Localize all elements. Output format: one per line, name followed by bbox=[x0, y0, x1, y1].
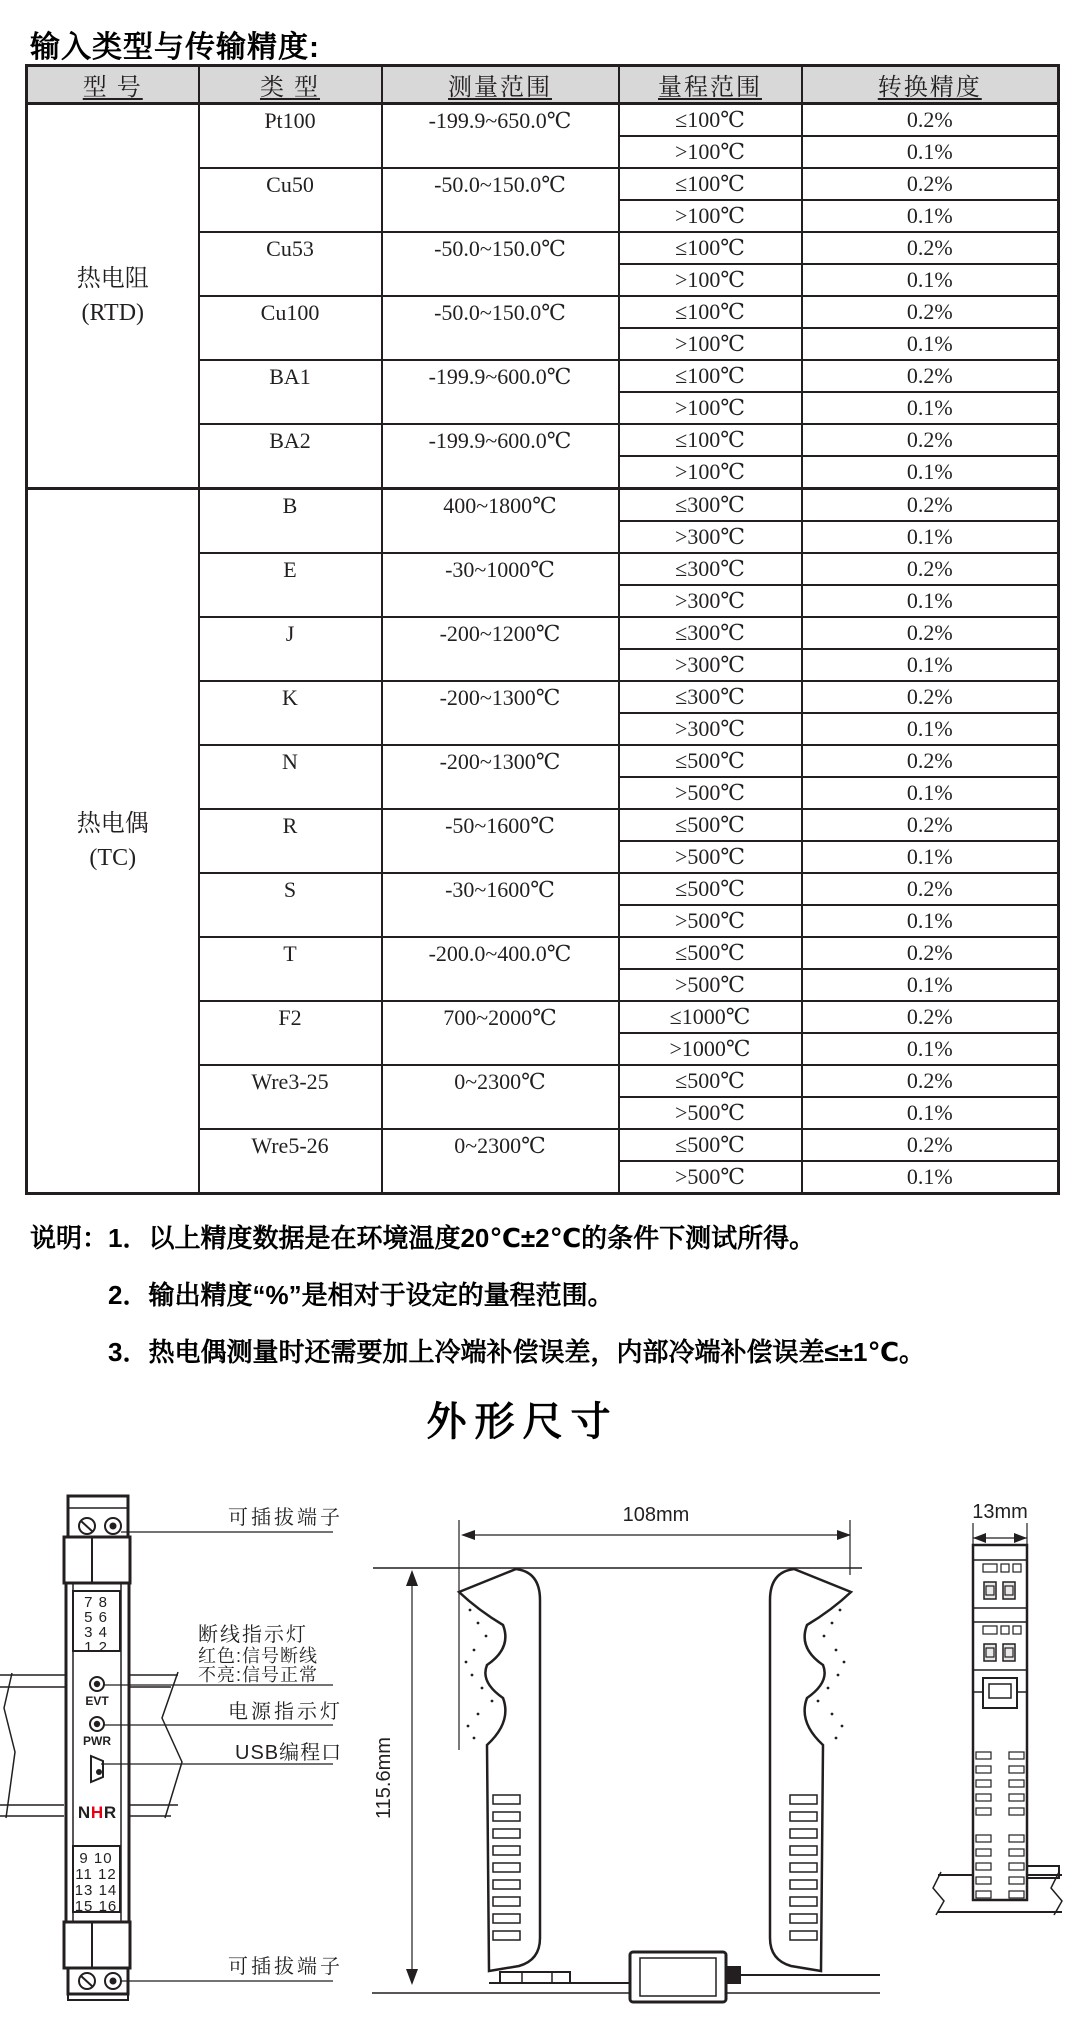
cell-measure-range: -30~1000℃ bbox=[382, 553, 619, 617]
cell-accuracy: 0.2% bbox=[802, 489, 1059, 522]
cell-measure-range: -199.9~600.0℃ bbox=[382, 360, 619, 424]
cell-measure-range: -50.0~150.0℃ bbox=[382, 168, 619, 232]
cell-span-range: ≤1000℃ bbox=[619, 1001, 802, 1033]
brand-logo-r: R bbox=[103, 1803, 117, 1822]
cell-accuracy: 0.1% bbox=[802, 200, 1059, 232]
arrowhead-icon bbox=[461, 1530, 475, 1540]
cell-accuracy: 0.1% bbox=[802, 328, 1059, 360]
cell-span-range: >500℃ bbox=[619, 905, 802, 937]
texture-dots bbox=[465, 1609, 494, 1740]
outline-dimension-drawing bbox=[0, 1460, 1080, 2032]
cell-span-range: >300℃ bbox=[619, 521, 802, 553]
cell-accuracy: 0.1% bbox=[802, 392, 1059, 424]
cell-span-range: ≤500℃ bbox=[619, 745, 802, 777]
accuracy-table bbox=[25, 64, 1060, 1195]
table-row bbox=[27, 104, 1059, 137]
cell-accuracy: 0.1% bbox=[802, 1033, 1059, 1065]
cell-accuracy: 0.2% bbox=[802, 937, 1059, 969]
cell-span-range: >100℃ bbox=[619, 264, 802, 296]
left-side-view bbox=[0, 1496, 343, 2000]
cell-accuracy: 0.1% bbox=[802, 585, 1059, 617]
break-indicator-callout: 断线指示灯 bbox=[198, 1624, 308, 1646]
cell-sensor-type: N bbox=[199, 745, 382, 809]
middle-profile-view bbox=[372, 1504, 880, 2002]
cell-span-range: ≤100℃ bbox=[619, 232, 802, 264]
pwr-label: PWR bbox=[83, 1734, 111, 1748]
cell-span-range: >100℃ bbox=[619, 200, 802, 232]
cell-span-range: >1000℃ bbox=[619, 1033, 802, 1065]
cell-sensor-type: Cu53 bbox=[199, 232, 382, 296]
right-front-view bbox=[933, 1501, 1062, 1915]
cell-sensor-type: Cu100 bbox=[199, 296, 382, 360]
column-header-label: 型 号 bbox=[82, 75, 143, 101]
height-dimension-label: 115.6mm bbox=[373, 1737, 395, 1819]
cell-accuracy: 0.1% bbox=[802, 521, 1059, 553]
arrowhead-icon bbox=[837, 1530, 851, 1540]
cell-span-range: >100℃ bbox=[619, 456, 802, 489]
usb-plug-tip bbox=[726, 1966, 741, 1984]
cell-model bbox=[27, 489, 199, 1194]
cell-span-range: ≤300℃ bbox=[619, 681, 802, 713]
vent-slots-left bbox=[493, 1795, 520, 1940]
terminal-numbers: 9 10 bbox=[79, 1850, 113, 1867]
cell-span-range: ≤100℃ bbox=[619, 360, 802, 392]
cell-sensor-type: S bbox=[199, 873, 382, 937]
column-header-label: 量程范围 bbox=[658, 75, 762, 101]
cell-span-range: ≤100℃ bbox=[619, 104, 802, 137]
cell-span-range: >100℃ bbox=[619, 328, 802, 360]
cell-sensor-type: Wre3-25 bbox=[199, 1065, 382, 1129]
cell-span-range: >300℃ bbox=[619, 585, 802, 617]
terminal-numbers: 1 2 bbox=[84, 1639, 108, 1656]
usb-plug bbox=[630, 1952, 880, 2002]
screw-center-icon bbox=[110, 1978, 117, 1985]
break-indicator-off-note: 不亮:信号正常 bbox=[198, 1665, 319, 1685]
cell-accuracy: 0.2% bbox=[802, 296, 1059, 328]
column-header bbox=[802, 66, 1059, 104]
cell-accuracy: 0.2% bbox=[802, 360, 1059, 392]
cell-sensor-type: Cu50 bbox=[199, 168, 382, 232]
cell-sensor-type: F2 bbox=[199, 1001, 382, 1065]
arrowhead-icon bbox=[406, 1570, 418, 1586]
cell-accuracy: 0.2% bbox=[802, 745, 1059, 777]
cell-span-range: ≤300℃ bbox=[619, 553, 802, 585]
din-rail-left-break bbox=[4, 1673, 15, 1818]
din-rail-right bbox=[130, 1675, 178, 1816]
cell-span-range: ≤500℃ bbox=[619, 1129, 802, 1161]
column-header-label: 测量范围 bbox=[448, 75, 552, 101]
cell-accuracy: 0.2% bbox=[802, 104, 1059, 137]
notes bbox=[30, 1218, 1060, 1389]
depth-dimension-label: 13mm bbox=[972, 1501, 1028, 1523]
column-header bbox=[382, 66, 619, 104]
cell-span-range: >500℃ bbox=[619, 841, 802, 873]
cell-accuracy: 0.1% bbox=[802, 713, 1059, 745]
cell-span-range: >100℃ bbox=[619, 392, 802, 424]
module-neck-bottom bbox=[64, 1922, 130, 1968]
cell-accuracy: 0.1% bbox=[802, 905, 1059, 937]
terminal-numbers: 11 12 bbox=[75, 1866, 117, 1883]
cell-accuracy: 0.2% bbox=[802, 232, 1059, 264]
cell-sensor-type: E bbox=[199, 553, 382, 617]
cell-span-range: ≤300℃ bbox=[619, 489, 802, 522]
housing-right-half bbox=[770, 1569, 851, 1971]
column-header bbox=[199, 66, 382, 104]
cell-sensor-type: BA2 bbox=[199, 424, 382, 489]
cell-accuracy: 0.2% bbox=[802, 873, 1059, 905]
cell-accuracy: 0.2% bbox=[802, 553, 1059, 585]
cell-span-range: >500℃ bbox=[619, 777, 802, 809]
top-terminal-callout: 可插拔端子 bbox=[228, 1507, 343, 1529]
cell-measure-range: -50.0~150.0℃ bbox=[382, 232, 619, 296]
terminal-numbers: 13 14 bbox=[74, 1882, 118, 1899]
screw-center-icon bbox=[110, 1523, 117, 1530]
bottom-terminal-callout: 可插拔端子 bbox=[228, 1956, 343, 1978]
page-title: 输入类型与传输精度: bbox=[30, 31, 320, 64]
module-neck-top bbox=[64, 1537, 130, 1583]
column-header bbox=[27, 66, 199, 104]
arrowhead-icon bbox=[406, 1969, 418, 1985]
terminal-numbers: 7 8 bbox=[84, 1594, 108, 1611]
cell-sensor-type: T bbox=[199, 937, 382, 1001]
cell-accuracy: 0.2% bbox=[802, 424, 1059, 456]
cell-span-range: ≤100℃ bbox=[619, 424, 802, 456]
cell-span-range: >500℃ bbox=[619, 1161, 802, 1194]
notes-label: 说明： bbox=[30, 1223, 109, 1253]
evt-label: EVT bbox=[85, 1694, 109, 1708]
cell-sensor-type: BA1 bbox=[199, 360, 382, 424]
cell-accuracy: 0.1% bbox=[802, 1161, 1059, 1194]
header-row bbox=[27, 66, 1059, 104]
texture-dots bbox=[817, 1609, 846, 1740]
cell-accuracy: 0.1% bbox=[802, 777, 1059, 809]
table-row bbox=[27, 489, 1059, 522]
cell-span-range: >100℃ bbox=[619, 136, 802, 168]
cell-accuracy: 0.1% bbox=[802, 456, 1059, 489]
cell-measure-range: -200~1200℃ bbox=[382, 617, 619, 681]
model-line: 热电偶 bbox=[76, 811, 149, 837]
width-dimension-label: 108mm bbox=[622, 1504, 690, 1526]
cell-span-range: ≤500℃ bbox=[619, 1065, 802, 1097]
cell-span-range: ≤100℃ bbox=[619, 168, 802, 200]
cell-model bbox=[27, 104, 199, 489]
cell-measure-range: 700~2000℃ bbox=[382, 1001, 619, 1065]
arrowhead-icon bbox=[1014, 1533, 1027, 1543]
bottom-lip bbox=[68, 1994, 128, 2000]
cell-accuracy: 0.2% bbox=[802, 617, 1059, 649]
cell-accuracy: 0.1% bbox=[802, 969, 1059, 1001]
cell-accuracy: 0.2% bbox=[802, 1065, 1059, 1097]
cell-span-range: ≤100℃ bbox=[619, 296, 802, 328]
cell-sensor-type: Wre5-26 bbox=[199, 1129, 382, 1194]
arrowhead-icon bbox=[973, 1533, 986, 1543]
cell-accuracy: 0.2% bbox=[802, 168, 1059, 200]
cell-accuracy: 0.1% bbox=[802, 649, 1059, 681]
cell-span-range: >500℃ bbox=[619, 1097, 802, 1129]
cell-accuracy: 0.2% bbox=[802, 1129, 1059, 1161]
cell-accuracy: 0.1% bbox=[802, 841, 1059, 873]
cell-accuracy: 0.1% bbox=[802, 1097, 1059, 1129]
cell-span-range: >300℃ bbox=[619, 713, 802, 745]
note-item: 1．以上精度数据是在环境温度20℃±2℃的条件下测试所得。 bbox=[108, 1223, 816, 1253]
column-header bbox=[619, 66, 802, 104]
cell-span-range: >300℃ bbox=[619, 649, 802, 681]
module-bottom-cap bbox=[68, 1968, 128, 1994]
cell-measure-range: -30~1600℃ bbox=[382, 873, 619, 937]
cell-measure-range: 0~2300℃ bbox=[382, 1129, 619, 1194]
pwr-led-center bbox=[94, 1721, 100, 1727]
cell-measure-range: -200.0~400.0℃ bbox=[382, 937, 619, 1001]
cell-accuracy: 0.2% bbox=[802, 681, 1059, 713]
column-header-label: 转换精度 bbox=[877, 75, 982, 101]
brand-logo-h: H bbox=[90, 1803, 104, 1822]
cell-measure-range: -200~1300℃ bbox=[382, 745, 619, 809]
cell-sensor-type: J bbox=[199, 617, 382, 681]
cell-accuracy: 0.2% bbox=[802, 1001, 1059, 1033]
column-header-label: 类 型 bbox=[260, 75, 320, 101]
cell-sensor-type: K bbox=[199, 681, 382, 745]
accuracy-table-head bbox=[27, 66, 1059, 104]
cell-span-range: ≤500℃ bbox=[619, 873, 802, 905]
cell-span-range: >500℃ bbox=[619, 969, 802, 1001]
brand-logo-n: N bbox=[77, 1803, 91, 1822]
cell-accuracy: 0.2% bbox=[802, 809, 1059, 841]
cell-measure-range: -199.9~650.0℃ bbox=[382, 104, 619, 169]
cell-accuracy: 0.1% bbox=[802, 136, 1059, 168]
cell-span-range: ≤500℃ bbox=[619, 937, 802, 969]
cell-measure-range: -50.0~150.0℃ bbox=[382, 296, 619, 360]
cell-sensor-type: R bbox=[199, 809, 382, 873]
cell-measure-range: 0~2300℃ bbox=[382, 1065, 619, 1129]
terminal-numbers: 3 4 bbox=[84, 1624, 108, 1641]
cell-sensor-type: Pt100 bbox=[199, 104, 382, 169]
usb-port-callout: USB编程口 bbox=[235, 1742, 343, 1764]
vent-slots-right bbox=[790, 1795, 817, 1940]
rail-tab bbox=[1027, 1866, 1059, 1878]
terminal-numbers: 15 16 bbox=[74, 1898, 118, 1915]
usb-plug-body bbox=[630, 1952, 726, 2002]
cell-measure-range: -50~1600℃ bbox=[382, 809, 619, 873]
terminal-numbers: 5 6 bbox=[84, 1609, 108, 1626]
accuracy-table-body bbox=[27, 104, 1059, 1194]
note-item: 3．热电偶测量时还需要加上冷端补偿误差，内部冷端补偿误差≤±1℃。 bbox=[108, 1337, 925, 1367]
cell-span-range: ≤300℃ bbox=[619, 617, 802, 649]
evt-led-center bbox=[94, 1681, 100, 1687]
din-rail-right-break bbox=[162, 1672, 182, 1818]
model-line: 热电阻 bbox=[76, 266, 149, 292]
model-line: (RTD) bbox=[81, 300, 145, 326]
rail-foot bbox=[500, 1972, 570, 1983]
cell-span-range: ≤500℃ bbox=[619, 809, 802, 841]
break-indicator-red-note: 红色:信号断线 bbox=[198, 1646, 319, 1666]
cell-measure-range: 400~1800℃ bbox=[382, 489, 619, 554]
housing-left-half bbox=[459, 1569, 540, 1971]
note-item: 2．输出精度“%”是相对于设定的量程范围。 bbox=[108, 1280, 614, 1310]
accuracy-table-wrap bbox=[25, 64, 1060, 1195]
cell-accuracy: 0.1% bbox=[802, 264, 1059, 296]
module-front bbox=[973, 1545, 1027, 1900]
cell-measure-range: -200~1300℃ bbox=[382, 681, 619, 745]
cell-sensor-type: B bbox=[199, 489, 382, 554]
dimensions-section-title: 外形尺寸 bbox=[426, 1400, 619, 1444]
power-indicator-callout: 电源指示灯 bbox=[228, 1701, 343, 1723]
note-line-1 bbox=[30, 1218, 1060, 1275]
usb-port-dot bbox=[96, 1769, 102, 1775]
cell-measure-range: -199.9~600.0℃ bbox=[382, 424, 619, 489]
model-line: (TC) bbox=[89, 845, 137, 871]
